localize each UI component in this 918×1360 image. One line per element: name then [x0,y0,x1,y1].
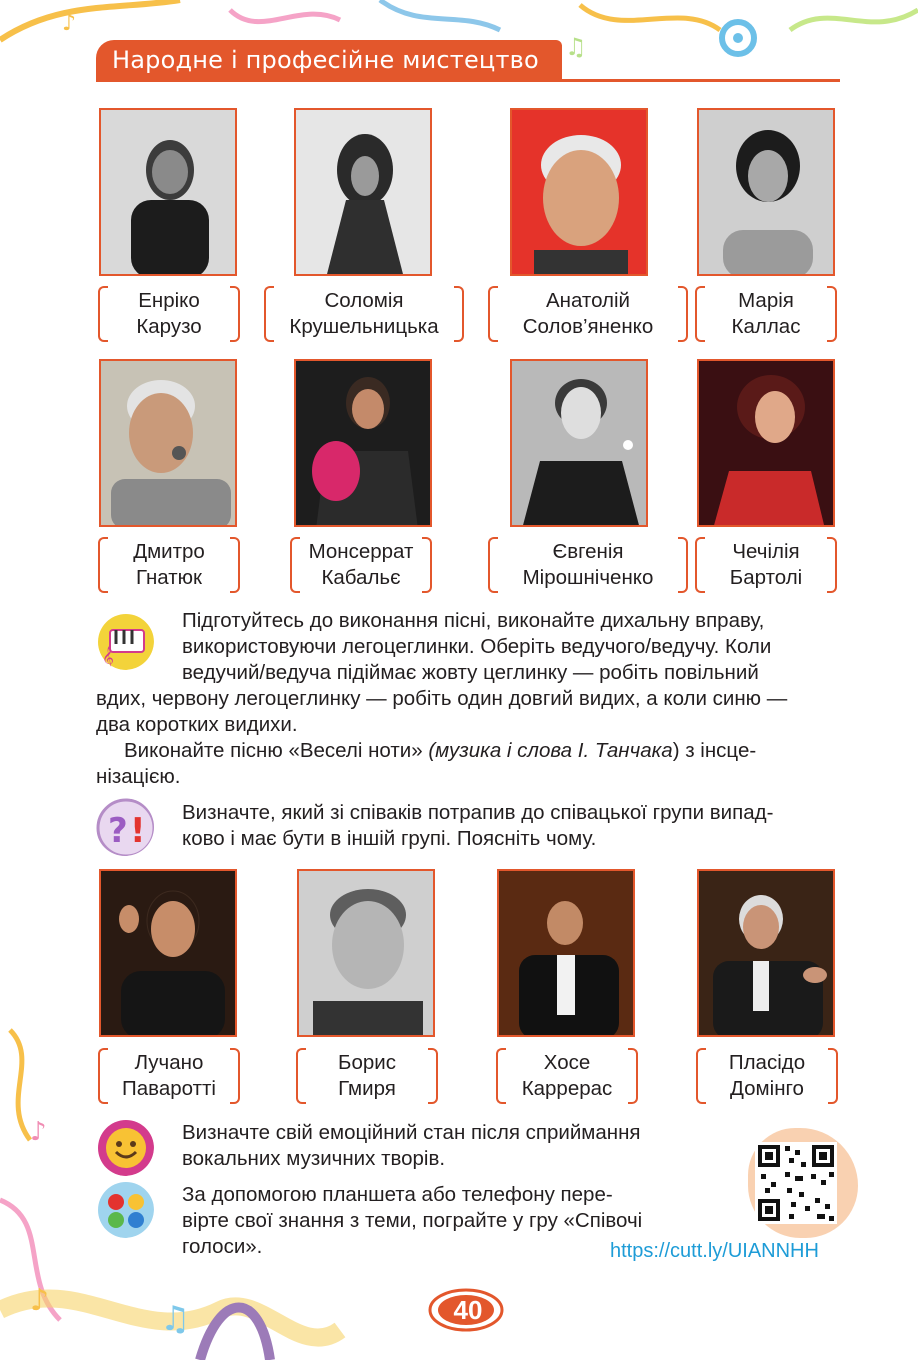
caption-callas: Марія Каллас [695,286,837,342]
header-underline [96,79,840,82]
svg-text:?: ? [108,811,128,851]
smiley-icon [96,1118,154,1176]
caption-krushelnytska: Соломія Крушельницька [264,286,464,342]
portrait-solovianenko [510,108,648,276]
task-online-game: За допомогою планшета або телефону пере- вірте свої знання з теми, пограйте у гру «Співочі голоси». [182,1183,643,1258]
task-identify-singer: Визначте, який зі співаків потрапив до співацької групи випад- ково і має бути в іншій групі. Поясніть чому. [182,801,774,850]
portrait-domingo [697,869,835,1037]
task-breathing-exercise-cont: вдих, червону легоцеглинку — робіть один довгий видих, а коли синю — два коротких видихи. [96,687,788,736]
portrait-caruso [99,108,237,276]
caption-bartoli: Чечілія Бартолі [695,537,837,593]
caption-solovianenko: Анатолій Солов’яненко [488,286,688,342]
task-sing-song: Виконайте пісню «Веселі ноти» (музика і слова І. Танчака) з інсце- нізацією. [96,739,757,788]
caption-miroshnichenko: Євгенія Мірошніченко [488,537,688,593]
caption-pavarotti: Лучано Паваротті [98,1048,240,1104]
question-icon [96,798,154,856]
task-breathing-exercise: Підготуйтесь до виконання пісні, виконайте дихальну вправу, використовуючи легоцеглинки. Оберіть ведучого/ведучу. Коли ведучий/ведуча підіймає жовту цеглинку — робіть повільний [182,609,772,684]
portrait-caballe [294,359,432,527]
portrait-carreras [497,869,635,1037]
svg-text:♫: ♫ [160,1299,191,1339]
portrait-bartoli [697,359,835,527]
portrait-hmyria [297,869,435,1037]
caption-domingo: Пласідо Домінго [696,1048,838,1104]
portrait-miroshnichenko [510,359,648,527]
svg-text:!: ! [130,811,146,851]
page-number: 40 [453,1295,483,1325]
portrait-krushelnytska [294,108,432,276]
hands-icon [96,1180,154,1238]
qr-code-icon[interactable] [755,1142,837,1224]
caption-carreras: Хосе Каррерас [496,1048,638,1104]
music-activity-icon [96,612,154,670]
svg-text:♫: ♫ [565,33,587,60]
portrait-hnatiuk [99,359,237,527]
portrait-callas [697,108,835,276]
svg-text:𝄞: 𝄞 [102,645,114,669]
caption-caballe: Монсеррат Кабальє [290,537,432,593]
task-emotional-state: Визначте свій емоційний стан після сприймання вокальних музичних творів. [182,1121,641,1170]
svg-text:♪: ♪ [62,11,77,36]
caption-hnatiuk: Дмитро Гнатюк [98,537,240,593]
page-title: Народне і професійне мистецтво [112,46,539,74]
svg-text:♪: ♪ [30,1117,47,1147]
caption-hmyria: Борис Гмиря [296,1048,438,1104]
game-link[interactable]: https://cutt.ly/UIANNHH [610,1240,819,1262]
portrait-pavarotti [99,869,237,1037]
svg-text:♪: ♪ [30,1283,50,1318]
caption-caruso: Енріко Карузо [98,286,240,342]
